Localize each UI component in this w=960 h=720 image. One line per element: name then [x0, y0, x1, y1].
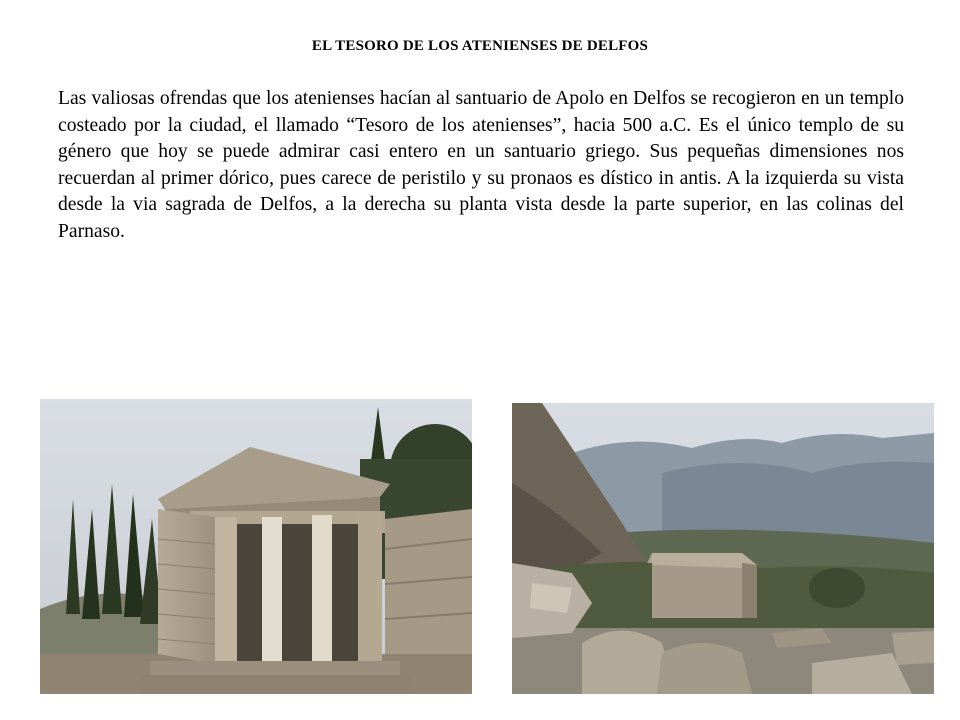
treasury-above-photo	[512, 403, 934, 694]
page-title: EL TESORO DE LOS ATENIENSES DE DELFOS	[311, 38, 649, 54]
treasury-front-photo	[40, 399, 472, 694]
description-paragraph: Las valiosas ofrendas que los atenienses hacían al santuario de Apolo en Delfos se recogieron en un templo costeado por la ciudad, el llamado “Tesoro de los atenienses”, hacia 500 a.C. Es el único templo de su género que hoy se puede admirar casi entero en un santuario griego. Sus pequeñas dimensiones nos recuerdan al primer dórico, pues carece de peristilo y su pronaos es dístico in antis. A la izquierda su vista desde la via sagrada de Delfos, a la derecha su planta vista desde la parte superior, en las colinas del Parnaso.	[58, 88, 904, 242]
